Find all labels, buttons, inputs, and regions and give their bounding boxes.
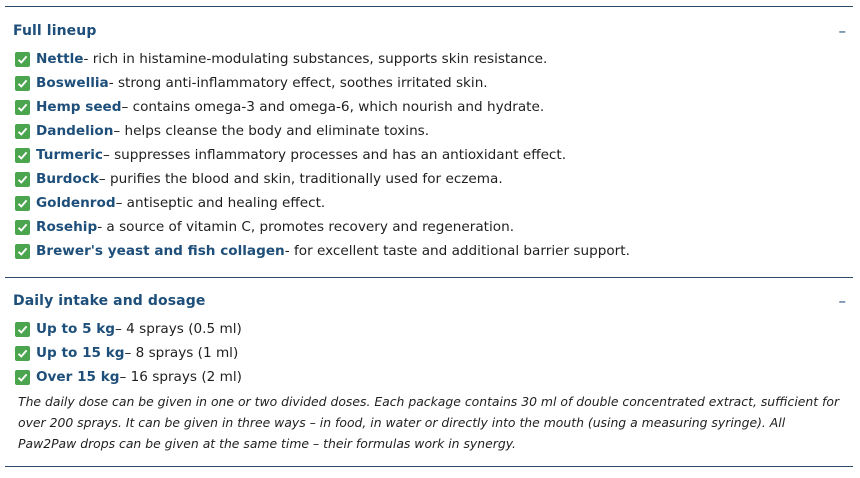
item-desc: – 16 sprays (2 ml) (119, 369, 242, 385)
list-item (15, 317, 242, 341)
item-desc: - strong anti-inflammatory effect, soothes irritated skin. (108, 75, 488, 91)
item-term: Up to 5 kg (36, 321, 116, 337)
collapse-toggle[interactable]: – (838, 291, 846, 310)
check-icon (15, 52, 30, 67)
bottom-divider (5, 466, 853, 467)
ingredient-list (15, 47, 630, 263)
list-item (15, 95, 630, 119)
list-item (15, 239, 630, 263)
item-desc: – suppresses inflammatory processes and has an antioxidant effect. (102, 147, 567, 163)
dosage-list (15, 317, 242, 389)
collapse-toggle[interactable]: – (838, 21, 846, 40)
list-item (15, 341, 242, 365)
item-desc: - a source of vitamin C, promotes recovery and regeneration. (97, 219, 515, 235)
list-item (15, 119, 630, 143)
list-item (15, 167, 630, 191)
item-desc: – helps cleanse the body and eliminate toxins. (113, 123, 430, 139)
item-desc: – contains omega-3 and omega-6, which nourish and hydrate. (121, 99, 545, 115)
dosage-note: The daily dose can be given in one or two divided doses. Each package contains 30 ml of double concentrated extract, sufficient for over 200 sprays. It can be given in three ways – in food, in water or directly into the mouth (using a measuring syringe). All Paw2Paw drops can be given at the same time – their formulas work in synergy. (18, 394, 840, 451)
item-desc: – 4 sprays (0.5 ml) (115, 321, 242, 337)
section-title: Daily intake and dosage (13, 293, 206, 309)
item-desc: – purifies the blood and skin, traditionally used for eczema. (98, 171, 503, 187)
item-term: Nettle (36, 51, 84, 67)
section-divider (5, 277, 853, 278)
top-divider (5, 6, 853, 7)
check-icon (15, 322, 30, 337)
item-term: Burdock (36, 171, 99, 187)
item-term: Hemp seed (36, 99, 122, 115)
check-icon (15, 346, 30, 361)
item-desc: – 8 sprays (1 ml) (124, 345, 239, 361)
check-icon (15, 100, 30, 115)
check-icon (15, 148, 30, 163)
item-term: Goldenrod (36, 195, 116, 211)
list-item (15, 365, 242, 389)
item-term: Turmeric (36, 147, 103, 163)
item-desc: - for excellent taste and additional barrier support. (284, 243, 630, 259)
list-item (15, 215, 630, 239)
item-term: Dandelion (36, 123, 114, 139)
item-term: Rosehip (36, 219, 98, 235)
check-icon (15, 220, 30, 235)
item-term: Over 15 kg (36, 369, 120, 385)
check-icon (15, 172, 30, 187)
check-icon (15, 76, 30, 91)
item-term: Up to 15 kg (36, 345, 125, 361)
check-icon (15, 124, 30, 139)
item-term: Brewer's yeast and fish collagen (36, 243, 285, 259)
check-icon (15, 196, 30, 211)
item-desc: – antiseptic and healing effect. (115, 195, 326, 211)
list-item (15, 191, 630, 215)
full-lineup-header[interactable] (13, 20, 846, 42)
list-item (15, 47, 630, 71)
check-icon (15, 370, 30, 385)
daily-intake-header[interactable] (13, 290, 846, 312)
check-icon (15, 244, 30, 259)
item-desc: - rich in histamine-modulating substances, supports skin resistance. (83, 51, 548, 67)
list-item (15, 143, 630, 167)
section-title: Full lineup (13, 23, 97, 39)
item-term: Boswellia (36, 75, 109, 91)
list-item (15, 71, 630, 95)
